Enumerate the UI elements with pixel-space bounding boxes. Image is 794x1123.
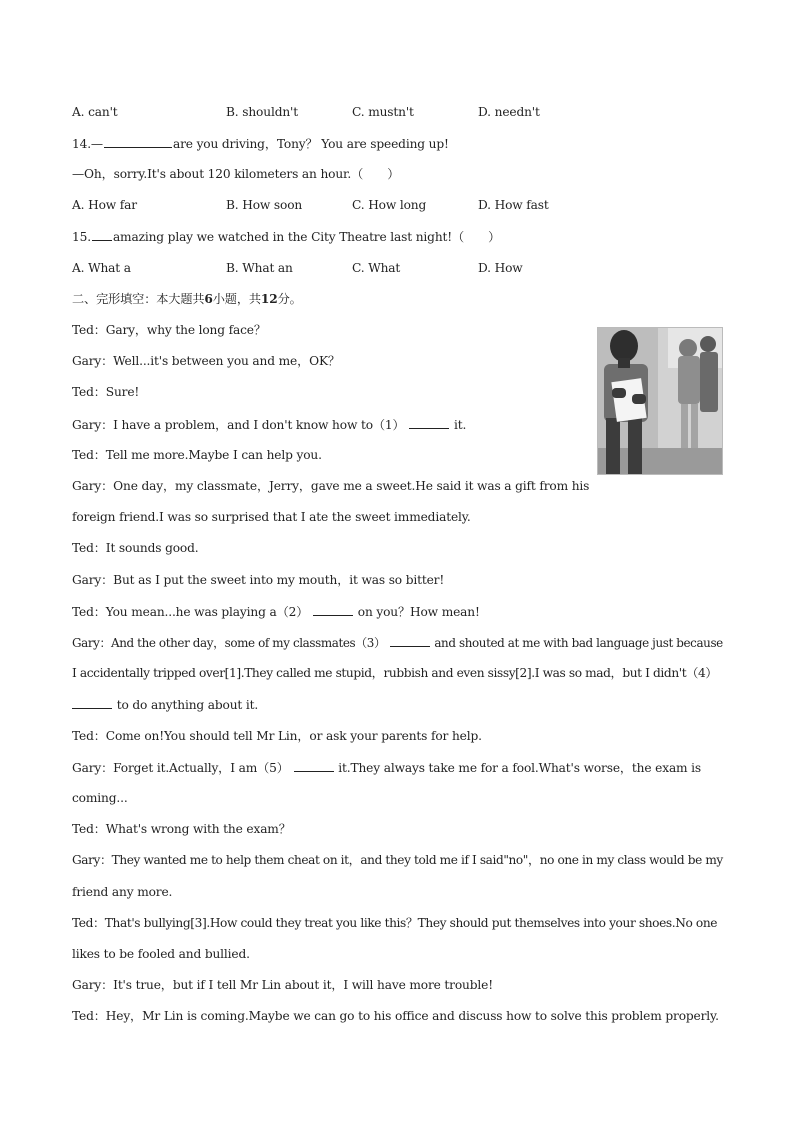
q14-option-b: B. How soon xyxy=(226,198,303,212)
q15-blank xyxy=(92,227,112,241)
q15-stem xyxy=(72,227,500,245)
q14-number: 14.— xyxy=(72,137,103,151)
section-2-mid: 小题，共 xyxy=(212,292,261,306)
blank-3 xyxy=(390,633,430,647)
dialogue-line-4-tail: it. xyxy=(454,418,467,432)
dialogue-line-6: Gary：One day，my classmate，Jerry，gave me a sweet.He said it was a gift from his xyxy=(72,479,590,493)
q14-stem xyxy=(72,134,449,152)
q14-option-c: C. How long xyxy=(352,198,427,212)
q15-option-c: C. What xyxy=(352,261,401,275)
dialogue-line-3: Ted：Sure! xyxy=(72,385,140,399)
dialogue-line-10-text: Ted：You mean...he was playing a（2） xyxy=(72,605,309,619)
dialogue-line-7: foreign friend.I was so surprised that I ate the sweet immediately. xyxy=(72,510,471,524)
q15-option-b: B. What an xyxy=(226,261,293,275)
dialogue-line-13-tail: to do anything about it. xyxy=(116,698,259,712)
blank-1 xyxy=(409,415,449,429)
section-2-count: 6 xyxy=(204,292,213,306)
q13-option-b: B. shouldn't xyxy=(226,105,298,119)
section-2-head: 二、完形填空：本大题共 xyxy=(72,292,205,306)
q15-option-a: A. What a xyxy=(72,261,131,275)
q15-stem-text: amazing play we watched in the City Theatre last night!（ ） xyxy=(112,230,501,244)
section-2-heading xyxy=(72,290,302,308)
q13-option-a: A. can't xyxy=(72,105,118,119)
dialogue-line-2: Gary：Well...it's between you and me，OK？ xyxy=(72,354,340,368)
dialogue-line-4 xyxy=(72,415,466,433)
dialogue-line-1: Ted：Gary，why the long face？ xyxy=(72,323,266,337)
dialogue-line-9: Gary：But as I put the sweet into my mouth，it was so bitter! xyxy=(72,573,445,587)
dialogue-line-4-text: Gary：I have a problem，and I don't know how to（1） xyxy=(72,418,405,432)
dialogue-line-18: Gary：They wanted me to help them cheat on it，and they told me if I said"no"，no one in my class would be my xyxy=(72,853,723,867)
dialogue-line-11-tail: and shouted at me with bad language just because xyxy=(434,636,723,650)
dialogue-line-22: Gary：It's true，but if I tell Mr Lin about it，I will have more trouble! xyxy=(72,978,493,992)
dialogue-line-11-text: Gary：And the other day，some of my classmates（3） xyxy=(72,636,386,650)
dialogue-line-19: friend any more. xyxy=(72,885,173,899)
q14-option-a: A. How far xyxy=(72,198,137,212)
q15-option-d: D. How xyxy=(478,261,523,275)
dialogue-line-15-text: Gary：Forget it.Actually，I am（5） xyxy=(72,761,289,775)
dialogue-line-10-tail: on you？How mean! xyxy=(357,605,480,619)
q14-option-d: D. How fast xyxy=(478,198,549,212)
q14-blank xyxy=(104,134,172,148)
dialogue-line-12: I accidentally tripped over[1].They called me stupid，rubbish and even sissy[2].I was so mad，but I didn't（4） xyxy=(72,666,718,680)
q13-option-c: C. mustn't xyxy=(352,105,414,119)
boy-holding-book-photo xyxy=(597,327,723,475)
q13-option-d: D. needn't xyxy=(478,105,540,119)
dialogue-line-8: Ted：It sounds good. xyxy=(72,541,199,555)
dialogue-line-20: Ted：That's bullying[3].How could they treat you like this？They should put themselves into your shoes.No one xyxy=(72,916,718,930)
blank-4 xyxy=(72,695,112,709)
dialogue-line-14: Ted：Come on!You should tell Mr Lin，or ask your parents for help. xyxy=(72,729,482,743)
dialogue-line-10 xyxy=(72,602,480,620)
dialogue-line-17: Ted：What's wrong with the exam？ xyxy=(72,822,291,836)
section-2-score: 12 xyxy=(260,292,278,306)
dialogue-line-5: Ted：Tell me more.Maybe I can help you. xyxy=(72,448,322,462)
dialogue-line-13 xyxy=(72,695,258,713)
blank-5 xyxy=(294,758,334,772)
dialogue-line-15-tail: it.They always take me for a fool.What's worse，the exam is xyxy=(338,761,702,775)
section-2-tail: 分。 xyxy=(277,292,302,306)
dialogue-line-23: Ted：Hey，Mr Lin is coming.Maybe we can go to his office and discuss how to solve this problem properly. xyxy=(72,1009,719,1023)
q14-answer-line: —Oh，sorry.It's about 120 kilometers an hour.（ ） xyxy=(72,167,400,181)
dialogue-line-16: coming... xyxy=(72,791,128,805)
blank-2 xyxy=(313,602,353,616)
q14-stem-text: are you driving，Tony？ You are speeding up! xyxy=(172,137,449,151)
dialogue-line-11 xyxy=(72,633,723,651)
dialogue-line-15 xyxy=(72,758,701,776)
dialogue-line-21: likes to be fooled and bullied. xyxy=(72,947,250,961)
q15-number: 15. xyxy=(72,230,91,244)
